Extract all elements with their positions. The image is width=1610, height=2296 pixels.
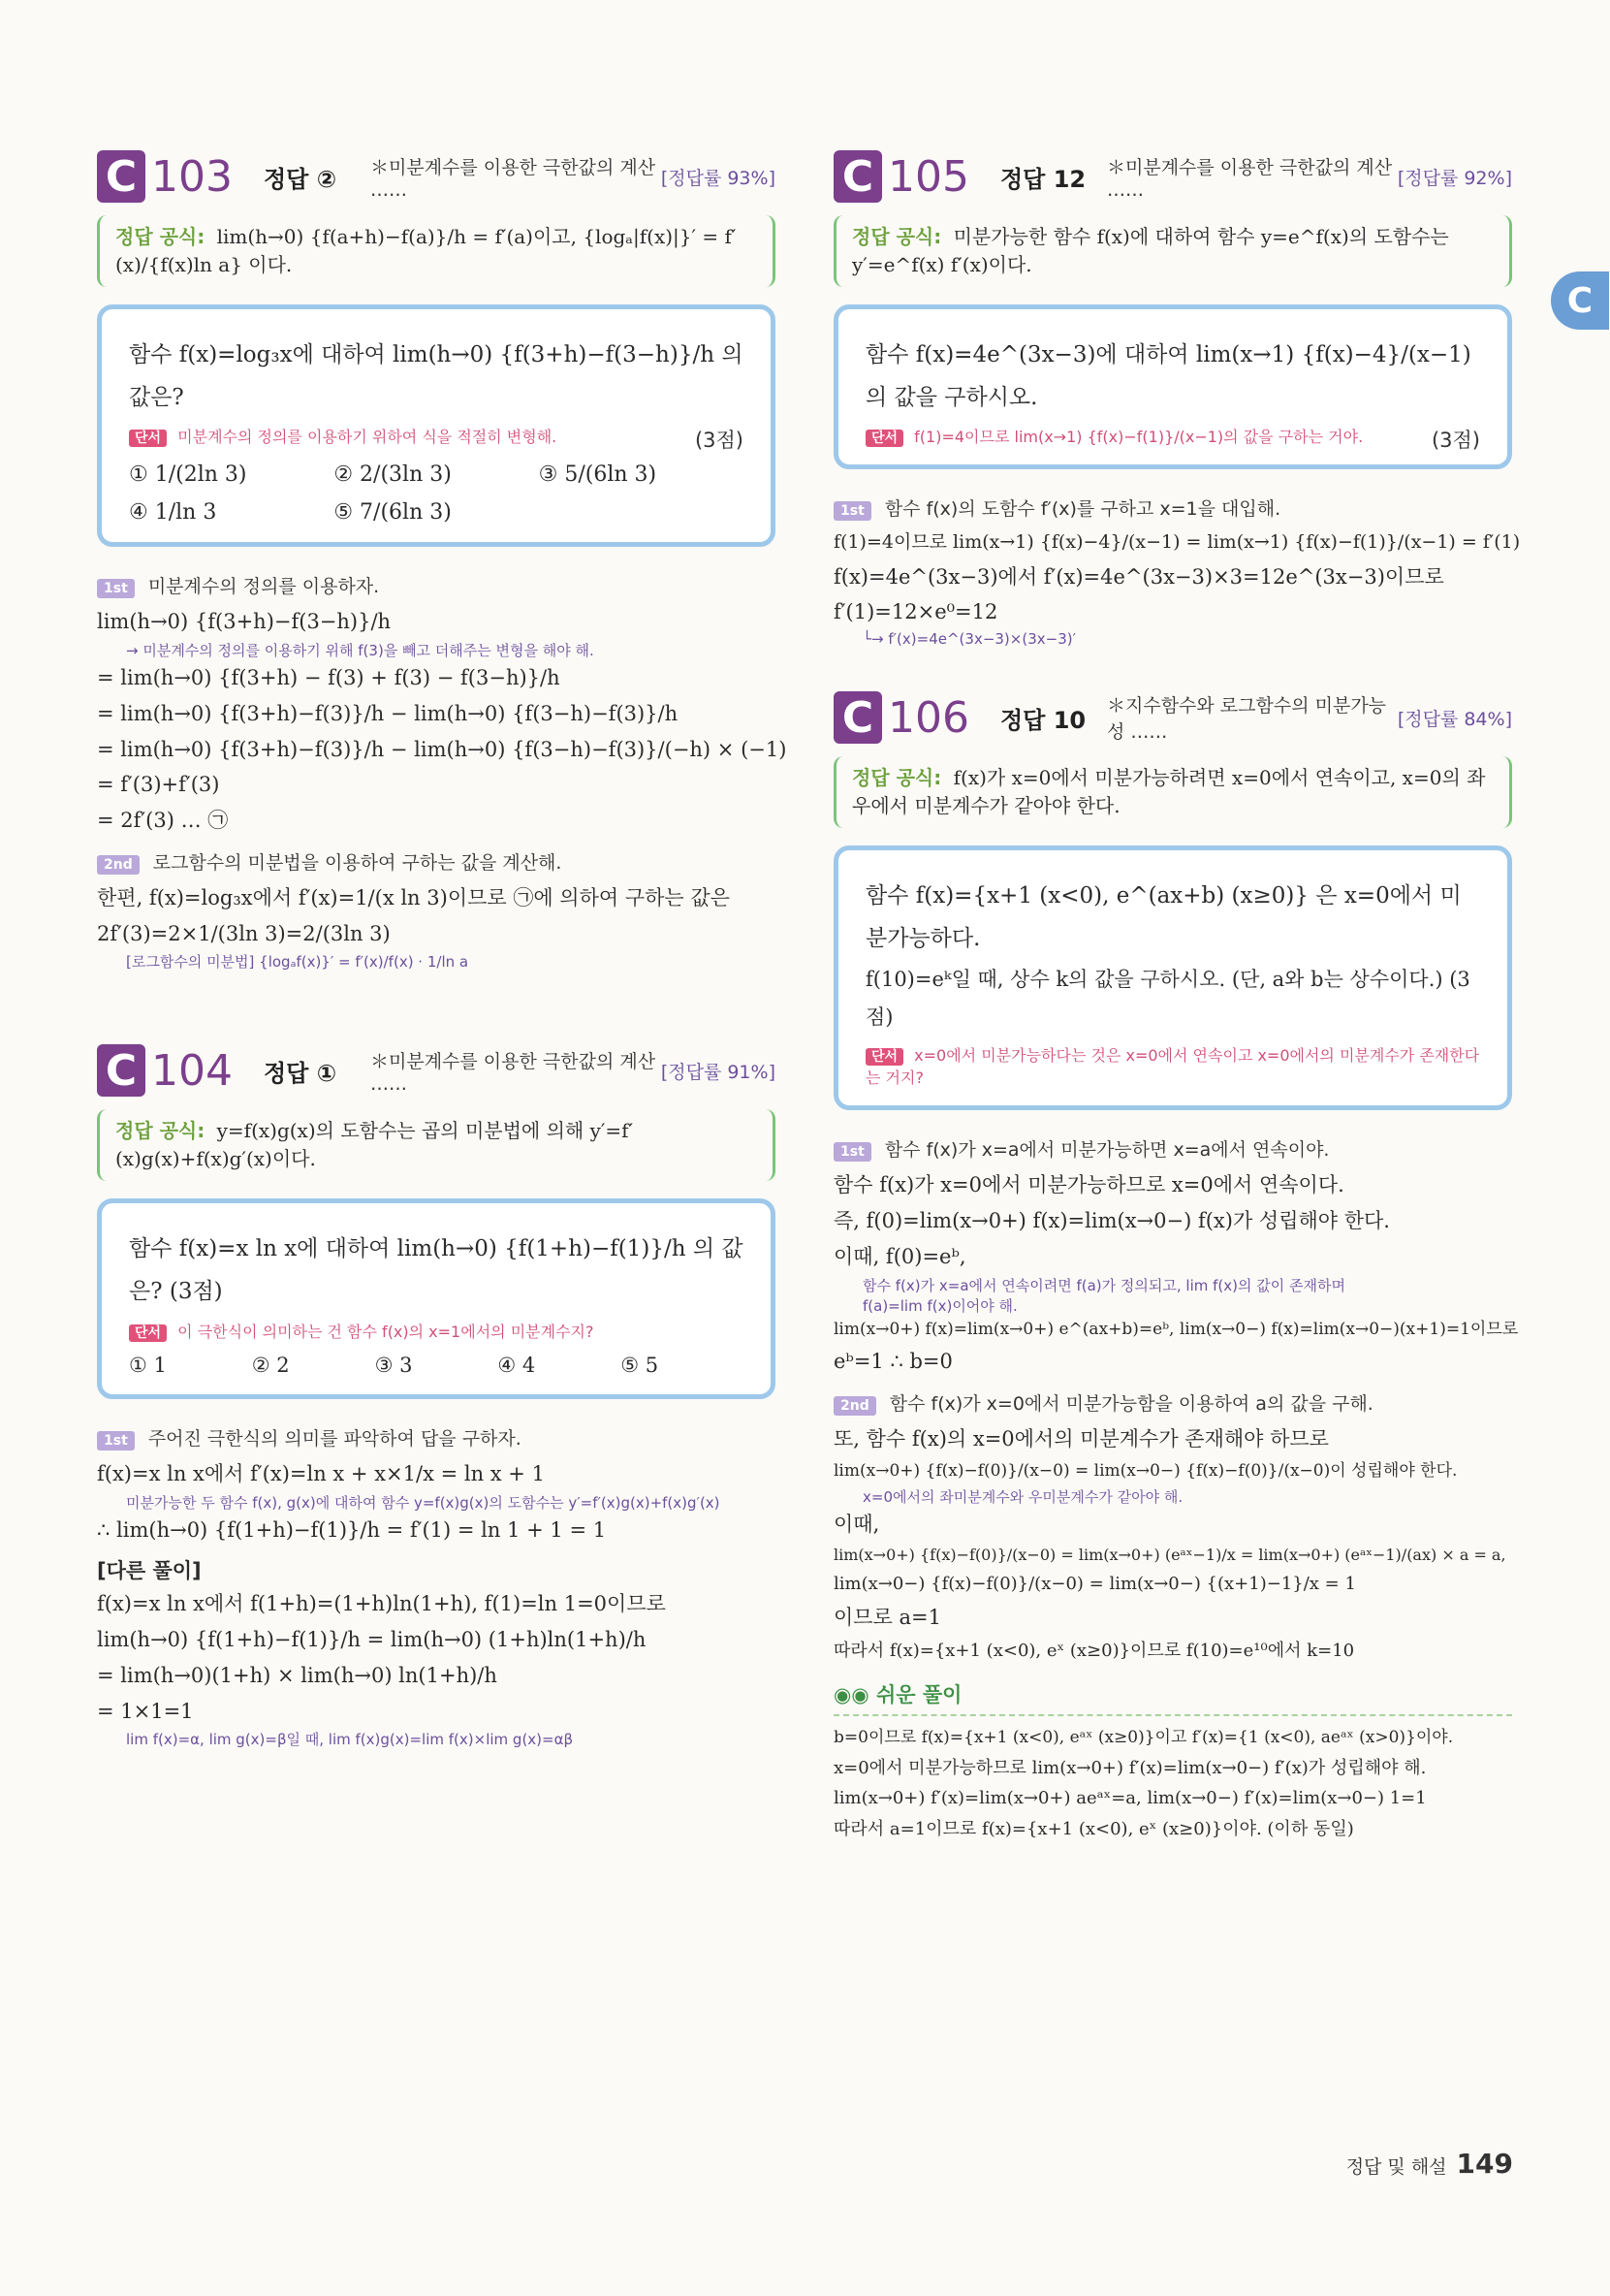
glasses-icon: ◉◉: [834, 1683, 869, 1707]
choice-1[interactable]: ① 1/(2ln 3): [129, 462, 247, 488]
solution-line: lim(x→0+) {f(x)−f(0)}/(x−0) = lim(x→0+) (eᵃˣ−1)/x = lim(x→0+) (eᵃˣ−1)/(ax) × a = a,: [834, 1546, 1506, 1565]
formula-box: [97, 1109, 775, 1181]
hint-text: f(1)=4이므로 lim(x→1) {f(x)−f(1)}/(x−1)의 값을 구하는 거야.: [914, 428, 1364, 447]
formula-label: 정답 공식:: [115, 225, 205, 248]
choices: [129, 462, 743, 525]
formula-text: f(x)가 x=0에서 미분가능하려면 x=0에서 연속이고, x=0의 좌우에서 미분계수가 같아야 한다.: [852, 766, 1486, 818]
alt-solution-label: [다른 풀이]: [97, 1559, 202, 1583]
hint-text: 이 극한식이 의미하는 건 함수 f(x)의 x=1에서의 미분계수지?: [177, 1322, 594, 1341]
step-1: [97, 572, 775, 598]
solution-line: lim(x→0+) {f(x)−f(0)}/(x−0) = lim(x→0−) {f(x)−f(0)}/(x−0)이 성립해야 한다.: [834, 1460, 1458, 1481]
easy-line: lim(x→0+) f′(x)=lim(x→0+) aeᵃˣ=a, lim(x→0−) f′(x)=lim(x→0−) 1=1: [834, 1788, 1427, 1809]
formula-box: [834, 756, 1512, 828]
side-note: lim f(x)=α, lim g(x)=β일 때, lim f(x)g(x)=lim f(x)×lim g(x)=αβ: [126, 1731, 574, 1749]
step-1: [834, 1135, 1512, 1162]
left-column: [97, 145, 787, 1749]
topic: ＊미분계수를 이용한 극한값의 계산 ……: [1107, 156, 1393, 201]
problem-badge: C: [834, 150, 882, 203]
problem-number: 103: [151, 151, 233, 202]
solution-line: = lim(h→0) {f(3+h) − f(3) + f(3) − f(3−h)}/h: [97, 666, 560, 690]
choice-5[interactable]: ⑤ 5: [620, 1353, 659, 1377]
formula-text: 미분가능한 함수 f(x)에 대하여 함수 y=e^f(x)의 도함수는 y′=e^f(x) f′(x)이다.: [852, 225, 1449, 276]
solution-line: 한편, f(x)=log₃x에서 f′(x)=1/(x ln 3)이므로 ㉠에 의하여 구하는 값은: [97, 885, 730, 909]
problem-number: 104: [151, 1045, 233, 1096]
solution-line: lim(h→0) {f(3+h)−f(3−h)}/h: [97, 610, 392, 634]
solution-line: lim(x→0+) f(x)=lim(x→0+) e^(ax+b)=eᵇ, lim(x→0−) f(x)=lim(x→0−)(x+1)=1이므로: [834, 1319, 1519, 1339]
page-footer: [1346, 2148, 1513, 2180]
step-text: 함수 f(x)의 도함수 f′(x)를 구하고 x=1을 대입해.: [884, 498, 1281, 521]
hint-tag: 단서: [866, 1048, 903, 1066]
question-text-2: f(10)=eᵏ일 때, 상수 k의 값을 구하시오. (단, a와 b는 상수이다.) (3점): [866, 967, 1470, 1030]
topic: ＊미분계수를 이용한 극한값의 계산 ……: [370, 156, 656, 201]
accuracy-rate: [정답률 91%]: [660, 1061, 775, 1083]
question-box: [97, 1198, 775, 1398]
solution-line: f(1)=4이므로 lim(x→1) {f(x)−4}/(x−1) = lim(x→1) {f(x)−f(1)}/(x−1) = f′(1): [834, 531, 1521, 554]
problem-105-header: [834, 145, 1512, 207]
hint-tag: 단서: [129, 430, 167, 447]
step-text: 로그함수의 미분법을 이용하여 구하는 값을 계산해.: [152, 851, 562, 874]
question-text: 함수 f(x)=4e^(3x−3)에 대하여 lim(x→1) {f(x)−4}/(x−1) 의 값을 구하시오.: [866, 342, 1471, 410]
formula-text: y=f(x)g(x)의 도함수는 곱의 미분법에 의해 y′=f′(x)g(x)+f(x)g′(x)이다.: [115, 1119, 634, 1171]
choice-3[interactable]: ③ 3: [374, 1353, 413, 1377]
alt-line: f(x)=x ln x에서 f(1+h)=(1+h)ln(1+h), f(1)=ln 1=0이므로: [97, 1592, 666, 1616]
points: (3점): [1431, 429, 1480, 453]
side-note: 함수 f(x)가 x=a에서 연속이려면 f(a)가 정의되고, lim f(x)의 값이 존재하며 f(a)=lim f(x)이어야 해.: [863, 1276, 1345, 1315]
formula-box: [834, 215, 1512, 287]
solution-line: f(x)=x ln x에서 f′(x)=ln x + x×1/x = ln x + 1: [97, 1461, 545, 1485]
hint: [866, 1043, 1480, 1088]
step-text: 함수 f(x)가 x=0에서 미분가능함을 이용하여 a의 값을 구해.: [889, 1393, 1373, 1416]
step-tag: 1st: [97, 1431, 135, 1451]
step-1: [97, 1424, 775, 1451]
side-note: → 미분계수의 정의를 이용하기 위해 f(3)을 빼고 더해주는 변형을 해야 해.: [126, 642, 594, 660]
choices: [129, 1354, 743, 1377]
topic: ＊지수함수와 로그함수의 미분가능성 ……: [1107, 695, 1387, 744]
solution-line: 즉, f(0)=lim(x→0+) f(x)=lim(x→0−) f(x)가 성립해야 한다.: [834, 1209, 1390, 1233]
solution-line: 또, 함수 f(x)의 x=0에서의 미분계수가 존재해야 하므로: [834, 1427, 1329, 1451]
step-text: 주어진 극한식의 의미를 파악하여 답을 구하자.: [147, 1427, 521, 1450]
side-note: 미분가능한 두 함수 f(x), g(x)에 대하여 함수 y=f(x)g(x)의 도함수는 y′=f′(x)g(x)+f(x)g′(x): [126, 1493, 720, 1512]
formula-label: 정답 공식:: [852, 766, 942, 790]
side-note: x=0에서의 좌미분계수와 우미분계수가 같아야 해.: [863, 1487, 1184, 1506]
step-2: [97, 848, 775, 875]
solution-line: 따라서 f(x)={x+1 (x<0), eˣ (x≥0)}이므로 f(10)=e¹⁰에서 k=10: [834, 1640, 1355, 1661]
hint-text: 미분계수의 정의를 이용하기 위하여 식을 적절히 변형해.: [177, 428, 557, 447]
problem-104-header: [97, 1039, 775, 1101]
choice-4[interactable]: ④ 1/ln 3: [129, 500, 217, 526]
choice-2[interactable]: ② 2: [251, 1353, 290, 1377]
question-text: 함수 f(x)=x ln x에 대하여 lim(h→0) {f(1+h)−f(1)}/h 의 값은? (3점): [129, 1236, 743, 1305]
formula-text: lim(h→0) {f(a+h)−f(a)}/h = f′(a)이고, {logₐ|f(x)|}′ = f′(x)/{f(x)ln a} 이다.: [115, 225, 737, 276]
solution-line: 함수 f(x)가 x=0에서 미분가능하므로 x=0에서 연속이다.: [834, 1173, 1344, 1197]
hint-tag: 단서: [866, 430, 903, 447]
easy-line: b=0이므로 f(x)={x+1 (x<0), eᵃˣ (x≥0)}이고 f′(x)={1 (x<0), aeᵃˣ (x>0)}이야.: [834, 1728, 1454, 1748]
accuracy-rate: [정답률 92%]: [1397, 167, 1512, 189]
choice-5[interactable]: ⑤ 7/(6ln 3): [333, 500, 452, 526]
choice-3[interactable]: ③ 5/(6ln 3): [538, 462, 657, 488]
footer-label: 정답 및 해설: [1345, 2156, 1447, 2178]
question-box: [97, 304, 775, 547]
problem-number: 105: [888, 151, 969, 202]
problem-number: 106: [888, 692, 969, 743]
solution-line: f′(1)=12×e⁰=12: [834, 600, 998, 624]
hint-text: x=0에서 미분가능하다는 것은 x=0에서 연속이고 x=0에서의 미분계수가 존재한다는 거지?: [866, 1046, 1480, 1088]
easy-solution-label: 쉬운 풀이: [875, 1683, 963, 1707]
step-2: [834, 1389, 1512, 1416]
step-tag: 2nd: [834, 1396, 876, 1416]
hint-tag: 단서: [129, 1324, 167, 1342]
choice-4[interactable]: ④ 4: [497, 1353, 536, 1377]
chapter-tab: C: [1551, 271, 1609, 330]
side-note: └→ f′(x)=4e^(3x−3)×(3x−3)′: [863, 630, 1076, 649]
answer-label: 정답 ②: [264, 165, 337, 193]
answer-label: 정답 12: [1000, 165, 1087, 193]
step-text: 미분계수의 정의를 이용하자.: [147, 576, 380, 598]
solution-line: = lim(h→0) {f(3+h)−f(3)}/h − lim(h→0) {f(3−h)−f(3)}/(−h) × (−1): [97, 737, 787, 761]
question-text: 함수 f(x)=log₃x에 대하여 lim(h→0) {f(3+h)−f(3−h)}/h 의 값은?: [129, 342, 743, 410]
side-note: [로그함수의 미분법] {logₐf(x)}′ = f′(x)/f(x) · 1/ln a: [126, 953, 469, 972]
problem-badge: C: [834, 691, 882, 744]
accuracy-rate: [정답률 93%]: [660, 167, 775, 189]
alt-line: lim(h→0) {f(1+h)−f(1)}/h = lim(h→0) (1+h)ln(1+h)/h: [97, 1628, 647, 1651]
page-number: 149: [1456, 2148, 1513, 2180]
answer-label: 정답 10: [1000, 706, 1087, 734]
problem-badge: C: [97, 150, 145, 203]
solution-line: lim(x→0−) {f(x)−f(0)}/(x−0) = lim(x→0−) {(x+1)−1}/x = 1: [834, 1574, 1356, 1595]
solution-line: 이때, f(0)=eᵇ,: [834, 1244, 966, 1268]
hint: [129, 1320, 743, 1342]
right-column: [834, 145, 1521, 1844]
accuracy-rate: [정답률 84%]: [1397, 708, 1512, 730]
answer-label: 정답 ①: [264, 1059, 337, 1087]
formula-label: 정답 공식:: [115, 1119, 205, 1143]
step-tag: 1st: [834, 1142, 871, 1162]
formula-box: [97, 215, 775, 287]
problem-106-header: [834, 686, 1512, 749]
solution-line: eᵇ=1 ∴ b=0: [834, 1350, 953, 1374]
alt-line: = 1×1=1: [97, 1699, 194, 1723]
question-box: [834, 304, 1512, 469]
alt-line: = lim(h→0)(1+h) × lim(h→0) ln(1+h)/h: [97, 1663, 497, 1687]
solution-line: f(x)=4e^(3x−3)에서 f′(x)=4e^(3x−3)×3=12e^(3x−3)이므로: [834, 564, 1444, 589]
solution-line: 이때,: [834, 1512, 880, 1536]
question-box: [834, 845, 1512, 1110]
hint: [866, 425, 1480, 453]
step-tag: 1st: [834, 501, 871, 521]
points: (3점): [694, 429, 743, 453]
choice-1[interactable]: ① 1: [129, 1353, 167, 1377]
step-1: [834, 494, 1512, 521]
problem-badge: C: [97, 1044, 145, 1097]
choice-2[interactable]: ② 2/(3ln 3): [333, 462, 452, 488]
solution-line: = lim(h→0) {f(3+h)−f(3)}/h − lim(h→0) {f(3−h)−f(3)}/h: [97, 701, 679, 725]
solution-line: 이므로 a=1: [834, 1605, 942, 1629]
question-text: 함수 f(x)={x+1 (x<0), e^(ax+b) (x≥0)} 은 x=0에서 미분가능하다.: [866, 883, 1462, 951]
easy-solution-header: [834, 1679, 1512, 1716]
hint: [129, 425, 743, 453]
solution-line: 2f′(3)=2×1/(3ln 3)=2/(3ln 3): [97, 921, 391, 945]
easy-line: x=0에서 미분가능하므로 lim(x→0+) f′(x)=lim(x→0−) f′(x)가 성립해야 해.: [834, 1757, 1427, 1778]
step-tag: 1st: [97, 579, 135, 598]
step-tag: 2nd: [97, 855, 140, 875]
solution-line: = f′(3)+f′(3): [97, 773, 220, 797]
solution-line: = 2f′(3) … ㉠: [97, 809, 229, 833]
problem-103-header: [97, 145, 775, 207]
formula-label: 정답 공식:: [852, 225, 942, 248]
solution-line: ∴ lim(h→0) {f(1+h)−f(1)}/h = f′(1) = ln 1 + 1 = 1: [97, 1517, 607, 1542]
easy-line: 따라서 a=1이므로 f(x)={x+1 (x<0), eˣ (x≥0)}이야. (이하 동일): [834, 1818, 1354, 1839]
topic: ＊미분계수를 이용한 극한값의 계산 ……: [370, 1050, 656, 1095]
step-text: 함수 f(x)가 x=a에서 미분가능하면 x=a에서 연속이야.: [884, 1139, 1330, 1162]
